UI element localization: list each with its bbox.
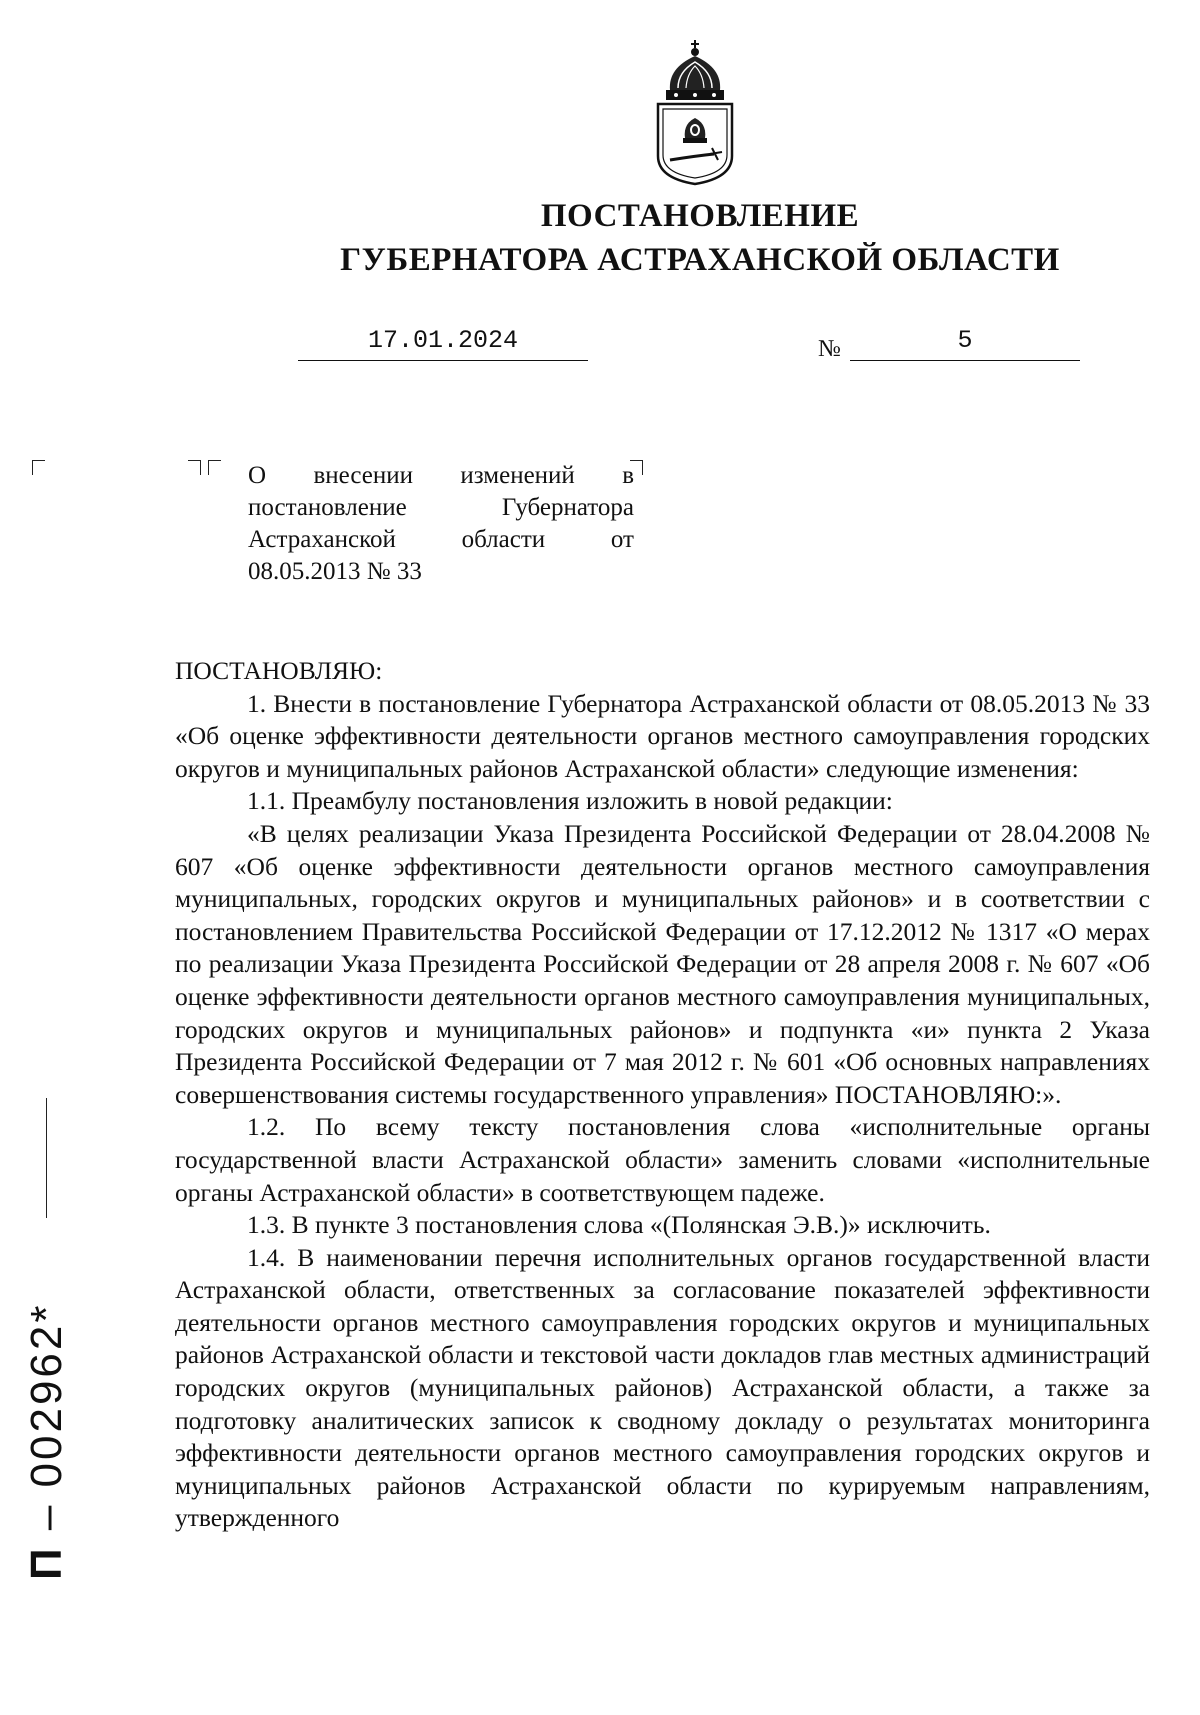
document-title: ПОСТАНОВЛЕНИЕ [540,198,860,234]
corner-mark-inner-left [208,460,221,475]
number-sign: № [818,336,841,362]
margin-rule [46,1098,47,1218]
paragraph-1-1: 1.1. Преамбулу постановления изложить в новой редакции: [247,786,893,816]
date-underline [298,360,588,361]
paragraph-1-3: 1.3. В пункте 3 постановления слова «(Полянская Э.В.)» исключить. [247,1210,991,1240]
document-date: 17.01.2024 [367,326,519,355]
paragraph-1-4: 1.4. В наименовании перечня исполнительных органов государственной власти Астраханской области, ответственных за согласование показателей эффективности деятельности органов местного самоуправления городских округов и муниципальных районов Астраханской области и текстовой части докладов глав местных администраций городских округов (муниципальных районов) Астраханской области, а также за подготовку аналитических записок к сводному докладу о результатах мониторинга эффективности деятельности органов местного самоуправления городских округов и муниципальных районов Астраханской области по курируемым направлениям, утвержденного [175,1242,1150,1533]
paragraph-1-1-text: «В целях реализации Указа Президента Российской Федерации от 28.04.2008 № 607 «Об оценке эффективности деятельности органов местного самоуправления муниципальных, городских округов и муниципальных районов» и в соответствии с постановлением Правительства Российской Федерации от 17.12.2012 № 1317 «О мерах по реализации Указа Президента Российской Федерации от 28 апреля 2008 г. № 607 «Об оценке эффективности деятельности органов местного самоуправления муниципальных, городских округов и муниципальных районов» и подпункта «и» пункта 2 Указа Президента Российской Федерации от 7 мая 2012 г. № 601 «Об основных направлениях совершенствования системы государственного управления» ПОСТАНОВЛЯЮ:». [175,818,1150,1109]
subject-line: Астраханской области от [248,526,634,553]
document-subject [248,460,634,588]
document-number: 5 [957,326,973,355]
subject-line: постановление Губернатора [248,494,634,521]
paragraph-1: 1. Внести в постановление Губернатора Астраханской области от 08.05.2013 № 33 «Об оценке эффективности деятельности органов местного самоуправления городских округов и муниципальных районов Астраханской области» следующие изменения: [175,688,1150,783]
registration-code-number: – 002962* [22,1302,71,1546]
corner-mark-inner-right [188,460,201,475]
resolve-heading: ПОСТАНОВЛЯЮ: [175,656,383,685]
document-body [175,655,1150,1535]
coat-of-arms-emblem [650,38,740,188]
registration-code [22,1300,82,1580]
document-issuer: ГУБЕРНАТОРА АСТРАХАНСКОЙ ОБЛАСТИ [340,242,1060,278]
paragraph-1-2: 1.2. По всему тексту постановления слова «исполнительные органы государственной власти Астраханской области» заменить словами «исполнительные органы Астраханской области» в соответствующем падеже. [175,1112,1150,1207]
registration-code-prefix: П [22,1545,71,1580]
subject-line: О внесении изменений в [248,462,634,489]
number-underline [850,360,1080,361]
corner-mark-left [32,460,45,475]
subject-line: 08.05.2013 № 33 [248,558,422,585]
